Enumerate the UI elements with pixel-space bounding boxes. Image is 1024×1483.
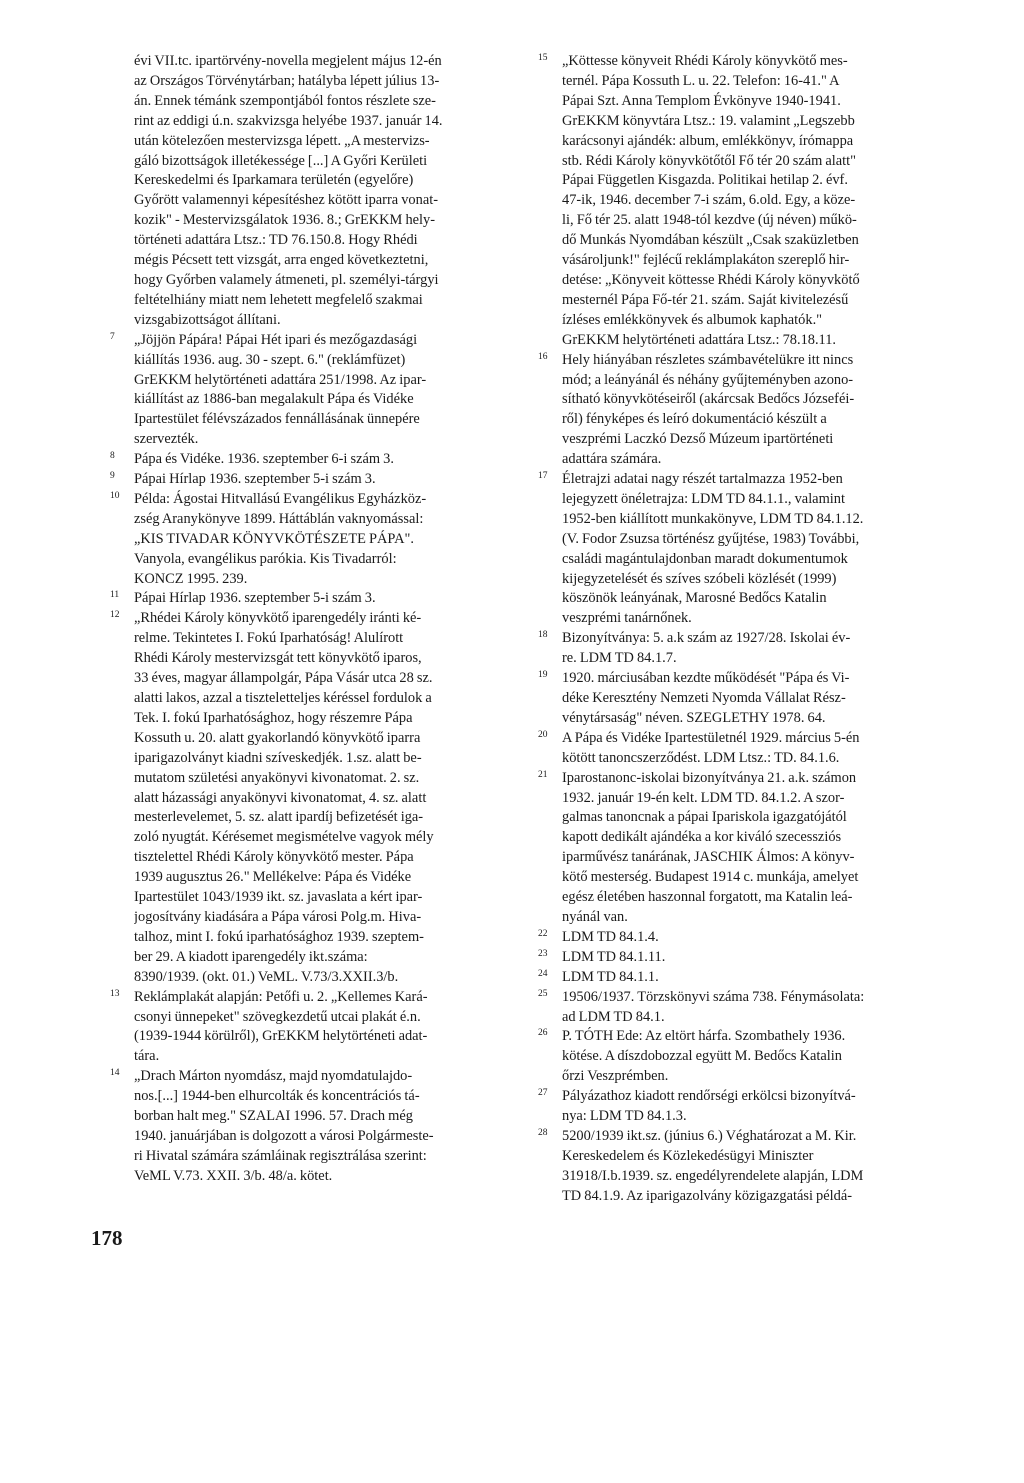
- footnote-number: 16: [538, 351, 548, 362]
- text-line: Vanyola, evangélikus parókia. Kis Tivadarról:: [134, 550, 397, 567]
- footnote-text: [562, 928, 960, 948]
- footnote-22: [538, 928, 960, 948]
- text-line: nya: LDM TD 84.1.3.: [562, 1108, 687, 1125]
- page-number: 178: [91, 1226, 123, 1250]
- text-line: Ipartestület 1043/1939 ikt. sz. javaslata a kért ipar-: [134, 889, 423, 906]
- footnote-28: [538, 1127, 960, 1207]
- footnote-27: [538, 1087, 960, 1127]
- footnote-number: 14: [110, 1068, 120, 1079]
- text-line: re. LDM TD 84.1.7.: [562, 650, 677, 667]
- text-line: Kereskedelmi és Iparkamara területén (egyelőre): [134, 172, 414, 189]
- text-line: zség Aranykönyve 1899. Háttáblán vaknyomással:: [134, 510, 424, 527]
- footnote-number: 20: [538, 729, 548, 740]
- text-line: talhoz, mint I. fokú iparhatósághoz 1939. szeptem-: [134, 928, 424, 945]
- text-line: 1920. márciusában kezdte működését "Pápa és Vi-: [562, 670, 850, 687]
- footnote-text: [134, 470, 508, 490]
- text-line: feltételhiány miatt nem lehetett megfelelő szakmai: [134, 291, 423, 308]
- text-line: dő Munkás Nyomdában készült „Csak szaküzletben: [562, 232, 859, 249]
- text-line: Pápai Hírlap 1936. szeptember 5-i szám 3.: [134, 471, 376, 488]
- text-line: GrEKKM helytörténeti adattára 251/1998. Az ipar-: [134, 371, 427, 388]
- text-line: 1932. január 19-én kelt. LDM TD. 84.1.2. A szor-: [562, 789, 845, 806]
- text-line: Hely hiányában részletes számbavételükre itt nincs: [562, 351, 854, 368]
- text-line: 31918/I.b.1939. sz. engedélyrendelete alapján, LDM: [562, 1167, 864, 1184]
- text-line: vénytársaság" néven. SZEGLETHY 1978. 64.: [562, 709, 826, 726]
- text-line: iparművész tanárának, JASCHIK Álmos: A könyv-: [562, 849, 855, 866]
- text-line: kiállítást az 1886-ban megalakult Pápa és Vidéke: [134, 391, 414, 408]
- text-line: 1939 augusztus 26." Mellékelve: Pápa és Vidéke: [134, 869, 412, 886]
- text-line: Ipartestület félévszázados fennállásának ünnepére: [134, 411, 420, 428]
- footnote-9: [110, 470, 508, 490]
- text-line: mutatom születési anyakönyvi kivonatomat. 2. sz.: [134, 769, 420, 786]
- footnote-10: [110, 490, 508, 590]
- footnote-text: [134, 450, 508, 470]
- text-line: szervezték.: [134, 431, 199, 448]
- text-line: hogy Győrben valamely átmeneti, pl. személyi-tárgyi: [134, 271, 439, 288]
- text-line: (V. Fodor Zsuzsa történész gyűjtése, 1983) További,: [562, 530, 860, 547]
- text-line: ber 29. A kiadott iparengedély ikt.száma:: [134, 948, 368, 965]
- footnote-text: [134, 490, 508, 590]
- text-line: kiállítás 1936. aug. 30 - szept. 6." (reklámfüzet): [134, 351, 406, 368]
- text-line: ízléses emlékkönyvek és albumok kaphatók.": [562, 311, 823, 328]
- text-line: mesterlevelemet, 5. sz. alatt ipardíj befizetését iga-: [134, 809, 424, 826]
- text-line: 8390/1939. (okt. 01.) VeML. V.73/3.XXII.3/b.: [134, 968, 399, 985]
- text-line: LDM TD 84.1.4.: [562, 928, 659, 945]
- text-line: Pápai Szt. Anna Templom Évkönyve 1940-1941.: [562, 92, 841, 109]
- text-line: nos.[...] 1944-ben elhurcolták és koncentrációs tá-: [134, 1088, 420, 1105]
- text-line: KONCZ 1995. 239.: [134, 570, 248, 587]
- footnote-number: 24: [538, 968, 548, 979]
- left-column: [110, 52, 508, 1187]
- text-line: után kötelezően mestervizsga lépett. „A mestervizs-: [134, 132, 430, 149]
- text-line: családi magántulajdonban maradt dokumentumok: [562, 550, 848, 567]
- text-line: lejegyzett önéletrajza: LDM TD 84.1.1., valamint: [562, 490, 845, 507]
- footnote-17: [538, 470, 960, 629]
- footnote-number: 10: [110, 490, 120, 501]
- footnote-13: [110, 988, 508, 1068]
- text-line: az Országos Törvénytárban; hatályba lépett július 13-: [134, 72, 440, 89]
- text-line: tára.: [134, 1048, 160, 1065]
- text-line: „Drach Márton nyomdász, majd nyomdatulajdo-: [134, 1068, 413, 1085]
- footnote-text: [562, 470, 960, 629]
- footnote-number: 23: [538, 948, 548, 959]
- footnote-21: [538, 769, 960, 928]
- footnote-continuation: [120, 52, 508, 331]
- text-line: vásároljunk!" fejlécű reklámplakáton szereplő hir-: [562, 252, 850, 269]
- text-line: mód; a leányánál és néhány gyűjteményben azono-: [562, 371, 854, 388]
- text-line: ről) fényképes és leíró dokumentáció készült a: [562, 411, 827, 428]
- footnote-text: [562, 52, 960, 351]
- text-line: 1952-ben kiállított munkakönyve, LDM TD 84.1.12.: [562, 510, 864, 527]
- footnote-8: [110, 450, 508, 470]
- footnote-23: [538, 948, 960, 968]
- footnote-25: [538, 988, 960, 1028]
- text-line: adattára számára.: [562, 451, 662, 468]
- text-line: zoló nyugtát. Kérésemet megismételve vagyok mély: [134, 829, 434, 846]
- text-line: jogosítvány kiadására a Pápa városi Polg.m. Hiva-: [134, 908, 422, 925]
- text-line: mégis Pécsett tett vizsgát, arra enged következtetni,: [134, 252, 429, 269]
- footnote-text: [562, 1027, 960, 1087]
- footnote-number: 27: [538, 1088, 548, 1099]
- text-line: 1940. januárjában is dolgozott a városi Polgármeste-: [134, 1127, 434, 1144]
- text-line: Példa: Ágostai Hitvallású Evangélikus Egyházköz-: [134, 490, 427, 507]
- text-line: köszönök leányának, Marosné Bedőcs Katalin: [562, 590, 827, 607]
- text-line: „Jöjjön Pápára! Pápai Hét ipari és mezőgazdasági: [134, 331, 418, 348]
- text-line: stb. Rédi Károly könyvkötőtől Fő tér 20 szám alatt": [562, 152, 857, 169]
- text-line: egész életében haszonnal forgatott, ma Katalin leá-: [562, 889, 853, 906]
- text-line: csonyi ünnepeket" szövegkezdetű utcai plakát é.n.: [134, 1008, 421, 1025]
- text-line: 33 éves, magyar állampolgár, Pápa Vásár utca 28 sz.: [134, 670, 433, 687]
- text-line: karácsonyi ajándék: album, emlékkönyv, írómappa: [562, 132, 854, 149]
- text-line: sítható könyvkötéseiről (akárcsak Bedőcs Józseféi-: [562, 391, 855, 408]
- text-line: mesternél Pápa Fő-tér 21. szám. Saját kivitelezésű: [562, 291, 849, 308]
- footnote-18: [538, 629, 960, 669]
- footnote-number: 22: [538, 928, 548, 939]
- footnote-text: [562, 988, 960, 1028]
- text-line: őrzi Veszprémben.: [562, 1068, 669, 1085]
- text-line: TD 84.1.9. Az iparigazolvány közigazgatási példá-: [562, 1187, 853, 1204]
- footnote-number: 7: [110, 331, 115, 342]
- footnote-number: 17: [538, 471, 548, 482]
- text-line: Kereskedelem és Közlekedésügyi Miniszter: [562, 1147, 814, 1164]
- footnote-number: 11: [110, 590, 120, 601]
- footnote-text: [562, 351, 960, 470]
- footnote-16: [538, 351, 960, 470]
- text-line: déke Keresztény Nemzeti Nyomda Vállalat Rész-: [562, 690, 846, 706]
- text-line: Pályázathoz kiadott rendőrségi erkölcsi bizonyítvá-: [562, 1088, 856, 1105]
- footnote-15: [538, 52, 960, 351]
- footnote-26: [538, 1027, 960, 1087]
- footnote-text: [562, 629, 960, 669]
- text-line: Kossuth u. 20. alatt gyakorlandó könyvkötő iparra: [134, 729, 421, 746]
- footnote-24: [538, 968, 960, 988]
- text-line: VeML V.73. XXII. 3/b. 48/a. kötet.: [134, 1167, 333, 1184]
- text-line: Rhédi Károly mestervizsgát tett könyvkötő iparos,: [134, 650, 422, 667]
- text-line: évi VII.tc. ipartörvény-novella megjelent május 12-én: [134, 53, 442, 69]
- text-line: „Rhédei Károly könyvkötő iparengedély iránti ké-: [134, 610, 422, 627]
- text-line: „KIS TIVADAR KÖNYVKÖTÉSZETE PÁPA".: [134, 530, 414, 547]
- text-line: GrEKKM könyvtára Ltsz.: 19. valamint „Legszebb: [562, 112, 855, 129]
- text-line: kötő mesterség. Budapest 1914 c. munkája, amelyet: [562, 869, 859, 886]
- footnote-19: [538, 669, 960, 729]
- text-line: „Köttesse könyveit Rhédi Károly könyvkötő mes-: [562, 53, 848, 69]
- footnote-number: 26: [538, 1028, 548, 1039]
- footnote-number: 18: [538, 630, 548, 641]
- text-line: rint az eddigi ú.n. szakvizsga helyébe 1937. január 14.: [134, 112, 443, 129]
- footnote-7: [110, 331, 508, 450]
- text-line: Életrajzi adatai nagy részét tartalmazza 1952-ben: [562, 471, 843, 488]
- footnote-text: [562, 669, 960, 729]
- text-line: kapott dedikált ajándéka a kor kiváló szecessziós: [562, 829, 842, 846]
- footnote-text: [134, 1067, 508, 1186]
- footnote-12: [110, 609, 508, 987]
- text-line: relme. Tekintetes I. Fokú Iparhatóság! Alulírott: [134, 630, 404, 647]
- text-line: detése: „Könyveit köttesse Rhédi Károly könyvkötő: [562, 271, 860, 288]
- footnote-number: 19: [538, 670, 548, 681]
- text-line: kijegyzetelését és szíves szóbeli közlését (1999): [562, 570, 837, 587]
- text-line: ri Hivatal számára számláinak regisztrálása szerint:: [134, 1147, 427, 1164]
- text-line: történeti adattára Ltsz.: TD 76.150.8. Hogy Rhédi: [134, 232, 418, 249]
- text-line: LDM TD 84.1.1.: [562, 968, 659, 985]
- text-line: án. Ennek témánk szempontjából fontos részlete sze-: [134, 92, 436, 109]
- footnote-number: 8: [110, 451, 115, 462]
- text-line: borban halt meg." SZALAI 1996. 57. Drach még: [134, 1108, 413, 1125]
- text-line: kötése. A díszdobozzal együtt M. Bedőcs Katalin: [562, 1048, 842, 1065]
- footnote-number: 12: [110, 610, 120, 621]
- footnote-text: [562, 1087, 960, 1127]
- text-line: tisztelettel Rhédi Károly könyvkötő mester. Pápa: [134, 849, 414, 866]
- text-line: vizsgabizottságot állítani.: [134, 311, 281, 328]
- text-line: iparigazolványt kiadni szíveskedjék. 1.sz. alatt be-: [134, 749, 422, 766]
- text-line: 5200/1939 ikt.sz. (június 6.) Véghatározat a M. Kir.: [562, 1127, 857, 1144]
- text-line: P. TÓTH Ede: Az eltört hárfa. Szombathely 1936.: [562, 1028, 846, 1045]
- text-line: Iparostanonc-iskolai bizonyítványa 21. a.k. számon: [562, 769, 857, 786]
- text-line: ad LDM TD 84.1.: [562, 1008, 665, 1025]
- text-line: Tek. I. fokú Iparhatósághoz, hogy részemre Pápa: [134, 709, 413, 726]
- right-column: [538, 52, 960, 1207]
- text-line: Győrött valamennyi képesítéshez kötött iparra vonat-: [134, 192, 439, 209]
- text-line: Reklámplakát alapján: Petőfi u. 2. „Kellemes Kará-: [134, 988, 428, 1005]
- text-line: galmas tanoncnak a pápai Ipariskola igazgatójától: [562, 809, 847, 826]
- text-line: Pápai Független Kisgazda. Politikai hetilap 2. évf.: [562, 172, 848, 189]
- text-line: li, Fő tér 25. alatt 1948-tól kezdve (új néven) műkö-: [562, 212, 857, 229]
- footnote-number: 13: [110, 988, 120, 999]
- text-line: veszprémi Laczkó Dezső Múzeum ipartörténeti: [562, 431, 834, 448]
- footnote-11: [110, 589, 508, 609]
- footnote-number: 15: [538, 53, 548, 63]
- footnote-text: [134, 589, 508, 609]
- text-line: GrEKKM helytörténeti adattára Ltsz.: 78.18.11.: [562, 331, 837, 348]
- text-line: gáló bizottságok illetékessége [...] A Győri Kerületi: [134, 152, 428, 169]
- text-line: alatt házassági anyakönyvi kivonatomat, 4. sz. alatt: [134, 789, 427, 806]
- text-line: ternél. Pápa Kossuth L. u. 22. Telefon: 16-41." A: [562, 72, 840, 89]
- text-line: Pápai Hírlap 1936. szeptember 5-i szám 3.: [134, 590, 376, 607]
- text-line: Bizonyítványa: 5. a.k szám az 1927/28. Iskolai év-: [562, 630, 851, 647]
- footnote-number: 21: [538, 769, 548, 780]
- footnote-text: [562, 1127, 960, 1207]
- text-line: 47-ik, 1946. december 7-i szám, 6.old. Egy, a köze-: [562, 192, 856, 209]
- footnote-14: [110, 1067, 508, 1186]
- text-line: A Pápa és Vidéke Ipartestületnél 1929. március 5-én: [562, 729, 860, 746]
- footnote-text: [134, 52, 508, 331]
- footnote-text: [562, 769, 960, 928]
- text-line: nyánál van.: [562, 908, 628, 925]
- footnote-text: [562, 948, 960, 968]
- footnote-text: [562, 968, 960, 988]
- text-line: kozik" - Mestervizsgálatok 1936. 8.; GrEKKM hely-: [134, 212, 436, 229]
- footnote-text: [134, 609, 508, 987]
- footnote-number: 9: [110, 471, 115, 482]
- text-line: alatti lakos, azzal a tiszteletteljes kéréssel fordulok a: [134, 690, 432, 706]
- footnote-text: [134, 331, 508, 450]
- text-line: (1939-1944 körülről), GrEKKM helytörténeti adat-: [134, 1028, 428, 1045]
- footnote-text: [562, 729, 960, 769]
- text-line: 19506/1937. Törzskönyvi száma 738. Fénymásolata:: [562, 988, 865, 1005]
- footnote-text: [134, 988, 508, 1068]
- footnote-number: 25: [538, 988, 548, 999]
- text-line: kötött tanoncszerződést. LDM Ltsz.: TD. 84.1.6.: [562, 749, 840, 766]
- text-line: LDM TD 84.1.11.: [562, 948, 666, 965]
- text-line: Pápa és Vidéke. 1936. szeptember 6-i szám 3.: [134, 451, 394, 468]
- footnote-20: [538, 729, 960, 769]
- text-line: veszprémi tanárnőnek.: [562, 610, 692, 627]
- footnote-number: 28: [538, 1127, 548, 1138]
